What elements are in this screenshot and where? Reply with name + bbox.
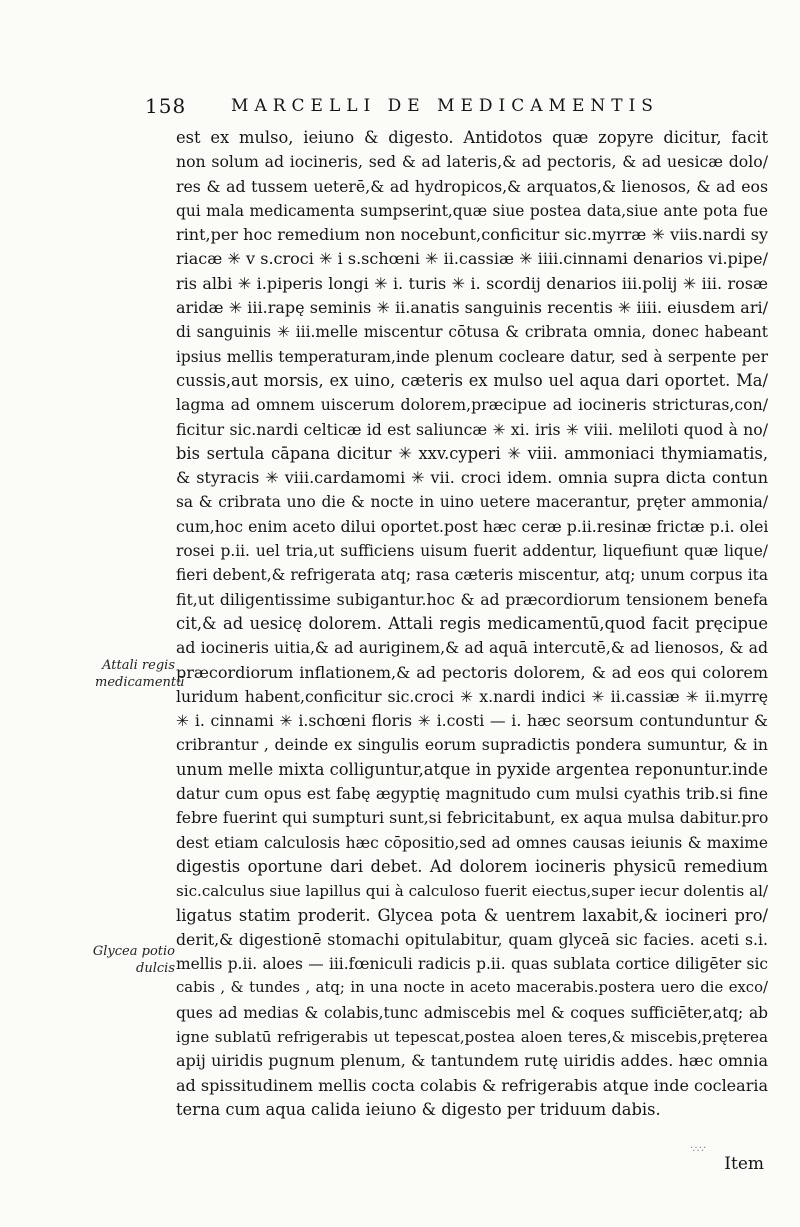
text-line: ad iocineris uitia,& ad auriginem,& ad aquā intercutē,& ad lienosos, & ad [176, 638, 768, 658]
text-line: cit,& ad uesicę dolorem. Attali regis medicamentū,quod facit pręcipue [176, 613, 768, 633]
text-line: ad spissitudinem mellis cocta colabis & refrigerabis atque inde coclearia [176, 1075, 768, 1095]
text-line: est ex mulso, ieiuno & digesto. Antidotos quæ zopyre dicitur, facit [176, 128, 768, 147]
text-line: igne sublatū refrigerabis ut tepescat,postea aloen teres,& miscebis,pręterea [176, 1027, 768, 1046]
text-line: derit,& digestionē stomachi opitulabitur, quam glyceā sic facies. aceti s.i. [176, 929, 768, 949]
margin-note-attali [95, 657, 185, 691]
page-header [0, 94, 800, 124]
text-line: ipsius mellis temperaturam,inde plenum cocleare datur, sed à serpente per [176, 347, 768, 366]
text-line: ✳ i. cinnami ✳ i.schœni floris ✳ i.costi — i. hæc seorsum contunduntur & [176, 711, 768, 731]
text-line: sa & cribrata uno die & nocte in uino ueterе macerantur, pręter ammonia/ [176, 493, 768, 512]
margin-note-line: medicamentū [95, 675, 185, 690]
text-line: & styracis ✳ viii.cardamomi ✳ vii. croci idem. omnia supra dicta contun [176, 468, 768, 488]
text-line: qui mala medicamenta sumpserint,quæ siue postea data,siue ante pota fue [176, 201, 768, 220]
body-text-block [176, 126, 768, 1122]
text-line: mellis p.ii. aloes — iii.fœniculi radicis p.ii. quas sublata cortice diligēter sic [176, 955, 768, 974]
text-line: præcordiorum inflationem,& ad pectoris dolorem, & ad eos qui colorem [176, 662, 768, 682]
text-line: ques ad medias & colabis,tunc admiscebis mel & coques sufficiēter,atq; ab [176, 1003, 768, 1022]
text-line: dest etiam calculosis hæc cōpositio,sed ad omnes causas ieiunis & maxime [176, 833, 768, 852]
text-line: febre fuerint qui sumpturi sunt,si febricitabunt, ex aqua mulsa dabitur.pro [176, 808, 768, 828]
catchword: Item [724, 1154, 764, 1174]
text-line: riacæ ✳ v s.croci ✳ i s.schœni ✳ ii.cassiæ ✳ iiii.cinnami denarios vi.pipe/ [176, 249, 768, 269]
text-line: fieri debent,& refrigerata atq; rasa cæteris miscentur, atq; unum corpus ita [176, 566, 768, 585]
text-line: non solum ad iocineris, sed & ad lateris,& ad pectoris, & ad uesicæ dolo/ [176, 152, 768, 172]
margin-note-line: Attali regis [102, 658, 175, 673]
folio-number: 158 [145, 94, 187, 118]
text-line: rosei p.ii. uel tria,ut sufficiens uisum fuerit addentur, liquefiunt quæ lique/ [176, 542, 768, 561]
text-line: rint,per hoc remedium non nocebunt,conficitur sic.myrræ ✳ viis.nardi sy [176, 225, 768, 245]
text-line: digestis oportune dari debet. Ad dolorem iocineris physicū remedium [176, 856, 768, 876]
text-line: datur cum opus est fabę ægyptię magnitudo cum mulsi cyathis trib.si fine [176, 784, 768, 804]
ink-specks: ·.·.·.· [690, 1143, 706, 1154]
text-line: ris albi ✳ i.piperis longi ✳ i. turis ✳ i. scordij denarios iii.polij ✳ iii. rosæ [176, 273, 768, 293]
margin-note-line: Glycea potio [92, 944, 175, 959]
text-line: fit,ut diligentissime subigantur.hoc & ad præcordiorum tensionem benefa [176, 589, 768, 609]
text-line: cribrantur , deinde ex singulis eorum supradictis pondera sumuntur, & in [176, 735, 768, 755]
text-line: res & ad tussem ueterē,& ad hydropicos,& arquatos,& lienosos, & ad eos [176, 176, 768, 196]
text-line: ligatus statim proderit. Glycea pota & uentrem laxabit,& iocineri pro/ [176, 905, 768, 925]
text-line: luridum habent,conficitur sic.croci ✳ x.nardi indici ✳ ii.cassiæ ✳ ii.myrrę [176, 686, 768, 706]
text-line: cabis , & tundes , atq; in una nocte in aceto macerabis.postera uero die exco/ [176, 979, 768, 997]
text-line: cussis,aut morsis, ex uino, cæteris ex mulso uel aqua dari oportet. Ma/ [176, 370, 768, 390]
text-line: apij uiridis pugnum plenum, & tantundem rutę uiridis addes. hæc omnia [176, 1051, 768, 1071]
text-line: bis sertula cāpana dicitur ✳ xxv.cyperi ✳ viii. ammoniaci thymiamatis, [176, 443, 768, 463]
margin-note-glycea [80, 943, 175, 977]
text-line: unum melle mixta colliguntur,atque in pyxide argentea reponuntur.inde [176, 759, 768, 779]
text-line: sic.calculus siue lapillus qui à calculoso fuerit eiectus,super iecur dolentis al/ [176, 882, 768, 901]
text-line: terna cum aqua calida ieiuno & digesto per triduum dabis. [176, 1099, 661, 1119]
running-head: MARCELLI DE MEDICAMENTIS [231, 96, 659, 116]
margin-note-line: dulcis [136, 961, 175, 976]
text-line: cum,hoc enim aceto dilui oportet.post hæc ceræ p.ii.resinæ frictæ p.i. olei [176, 516, 768, 536]
text-line: ficitur sic.nardi celticæ id est saliuncæ ✳ xi. iris ✳ viii. meliloti quod à no/ [176, 419, 768, 439]
text-line: lagma ad omnem uiscerum dolorem,præcipue ad iocineris stricturas,con/ [176, 395, 768, 415]
text-line: di sanguinis ✳ iii.melle miscentur cōtusa & cribrata omnia, donec habeant [176, 323, 768, 342]
text-line: aridæ ✳ iii.rapę seminis ✳ ii.anatis sanguinis recentis ✳ iiii. eiusdem ari/ [176, 298, 768, 318]
